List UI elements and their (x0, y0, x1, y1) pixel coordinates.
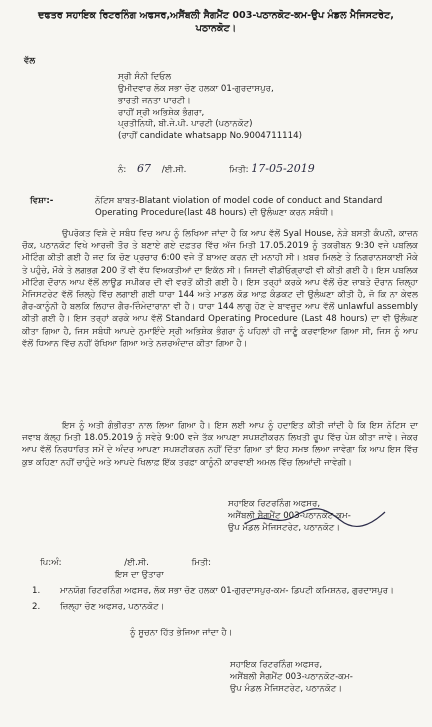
endorsement-no-suffix: /ਈ.ਸੀ. (124, 558, 149, 568)
ref-date-value: 17-05-2019 (251, 162, 315, 175)
subject-label: ਵਿਸ਼ਾ:- (30, 196, 54, 206)
list-item-number: 2. (32, 602, 41, 613)
ref-date-label: ਮਿਤੀ: (229, 165, 249, 175)
signature-line: ਸਹਾਇਕ ਰਿਟਰਨਿੰਗ ਅਫਸਰ, (228, 499, 321, 509)
list-item-text: ਜ਼ਿਲ੍ਹਾ ਚੋਣ ਅਫਸਰ, ਪਠਾਨਕੋਟ। (60, 602, 165, 613)
address-line: (ਰਾਹੀਂ candidate whatsapp No.9004711114) (118, 131, 302, 142)
body-paragraph-2: ਇਸ ਨੂੰ ਅਤੀ ਗੰਭੀਰਤਾ ਨਾਲ ਲਿਆ ਗਿਆ ਹੈ। ਇਸ ਲਈ ਆਪ ਨੂੰ ਹਦਾਇਤ ਕੀਤੀ ਜਾਂਦੀ ਹੈ ਕਿ ਇਸ ਨੋਟਿਸ ਦਾ ਜਵਾਬ ਕੱਲ੍ਹ ਮਿਤੀ 18.05.2019 ਨੂੰ ਸਵੇਰੇ 9:00 ਵਜੇ ਤੱਕ ਆਪਣਾ ਸਪਸ਼ਟੀਕਰਨ ਲਿਖਤੀ ਰੂਪ ਵਿੱਚ ਪੇਸ਼ ਕੀਤਾ ਜਾਵੇ। ਜੇਕਰ ਆਪ ਵੱਲੋਂ ਨਿਰਧਾਰਿਤ ਸਮੇਂ ਦੇ ਅੰਦਰ ਆਪਣਾ ਸਪਸ਼ਟੀਕਰਨ ਨਹੀਂ ਦਿੱਤਾ ਗਿਆ ਤਾਂ ਇਹ ਸਮਝ ਲਿਆ ਜਾਵੇਗਾ ਕਿ ਆਪ ਇਸ ਵਿੱਚ ਕੁਝ ਕਹਿਣਾ ਨਹੀਂ ਚਾਹੁੰਦੇ ਅਤੇ ਆਪਦੇ ਖਿਲਾਫ਼ ਇੱਕ ਤਰਫ਼ਾ ਕਾਨੂੰਨੀ ਕਾਰਵਾਈ ਅਮਲ ਵਿੱਚ ਲਿਆਂਦੀ ਜਾਵੇਗੀ। (22, 421, 418, 468)
list-item (32, 601, 422, 613)
copy-list (32, 585, 422, 613)
list-item (32, 585, 422, 597)
endorsement-date-label: ਮਿਤੀ: (191, 558, 212, 568)
office-header (10, 10, 422, 36)
signature-line: ਅਸੈਂਬਲੀ ਸੈਗਮੈਂਟ 003-ਪਠਾਨਕੋਟ-ਕਮ- (228, 510, 351, 521)
header-line-2: ਪਠਾਨਕੋਟ। (195, 22, 237, 34)
endorsement-no-label: ਪਿ:ਅੰ: (40, 558, 62, 568)
signature-block-1 (228, 499, 418, 535)
signature-block-2 (230, 660, 420, 696)
address-line: ਰਾਹੀਂ ਸ੍ਰੀ ਅਭਿਸ਼ੇਕ ਭੰਗਰਾ, (118, 107, 205, 118)
to-label: ਵੱਲ (24, 56, 36, 66)
address-line: ਪ੍ਰਤੀਨਿਧੀ, ਬੀ.ਜੇ.ਪੀ. ਪਾਰਟੀ (ਪਠਾਨਕੋਟ) (118, 119, 253, 130)
ref-no-suffix: /ਈ.ਸੀ. (161, 165, 187, 175)
list-item-text: ਮਾਨਯੋਗ ਰਿਟਰਨਿੰਗ ਅਫਸਰ, ਲੋਕ ਸਭਾ ਚੋਣ ਹਲਕਾ 01-ਗੁਰਦਾਸਪੁਰ-ਕਮ- ਡਿਪਟੀ ਕਮਿਸ਼ਨਰ, ਗੁਰਦਾਸਪੁਰ। (60, 586, 394, 596)
signature-line: ਸਹਾਇਕ ਰਿਟਰਨਿੰਗ ਅਫਸਰ, (230, 660, 323, 670)
signature-line: ਅਸੈਂਬਲੀ ਸੈਗਮੈਂਟ 003-ਪਠਾਨਕੋਟ-ਕਮ- (230, 671, 353, 682)
body-paragraph-1: ਉਪਰੋਕਤ ਵਿਸ਼ੇ ਦੇ ਸਬੰਧ ਵਿਚ ਆਪ ਨੂੰ ਲਿਖਿਆ ਜਾਂਦਾ ਹੈ ਕਿ ਆਪ ਵੱਲੋਂ Syal House, ਨੇੜੇ ਬਸਤੀ ਕੰਪਨੀ, ਕਾਜ਼ਨ ਚੌਕ, ਪਠਾਨਕੋਟ ਵਿਖੇ ਆਰਜ਼ੀ ਤੌਰ ਤੇ ਬਣਾਏ ਗਏ ਦਫ਼ਤਰ ਵਿੱਚ ਅੱਜ ਮਿਤੀ 17.05.2019 ਨੂੰ ਤਕਰੀਬਨ 9:30 ਵਜੇ ਪਬਲਿਕ ਮੀਟਿੰਗ ਕੀਤੀ ਗਈ ਹੈ ਜਦ ਕਿ ਚੋਣ ਪ੍ਰਚਾਰ 6:00 ਵਜੇ ਤੋਂ ਬਾਅਦ ਕਰਨ ਦੀ ਮਨਾਹੀ ਸੀ। ਖ਼ਬਰ ਮਿਲਣੇ ਤੇ ਨਿਗਰਾਨਸਕਾਈ ਮੌਕੇ ਤੇ ਪਹੁੰਚੇ, ਮੌਕੇ ਤੇ ਲਗਭਗ 200 ਤੋਂ ਵੀ ਵੱਧ ਵਿਅਕਤੀਆਂ ਦਾ ਇਕੱਠ ਸੀ। ਜਿਸਦੀ ਵੀਡੀਓਗ੍ਰਾਫੀ ਵੀ ਕੀਤੀ ਗਈ ਹੈ। ਇਸ ਪਬਲਿਕ ਮੀਟਿੰਗ ਦੌਰਾਨ ਆਪ ਵੱਲੋਂ ਲਾਊਡ ਸਪੀਕਰ ਦੀ ਵੀ ਵਰਤੋਂ ਕੀਤੀ ਗਈ ਹੈ। ਇਸ ਤਰ੍ਹਾਂ ਕਰਕੇ ਆਪ ਵੱਲੋਂ ਚੋਣ ਜ਼ਾਬਤੇ ਦੌਰਾਨ ਜ਼ਿਲ੍ਹਾ ਮੈਜਿਸਟਰੇਟ ਵੱਲੋਂ ਜ਼ਿਲ੍ਹੇ ਵਿੱਚ ਲਗਾਈ ਗਈ ਧਾਰਾ 144 ਅਤੇ ਮਾਡਲ ਕੋਡ ਆਫ਼ ਕੰਡਕਟ ਦੀ ਉਲੰਘਣਾ ਕੀਤੀ ਹੈ, ਜੋ ਕਿ ਨਾ ਕੇਵਲ ਗੈਰ-ਕਾਨੂੰਨੀ ਹੈ ਬਲਕਿ ਲਿਹਾਜ਼ ਗੈਰ-ਜ਼ਿੰਮੇਦਾਰਾਨਾ ਵੀ ਹੈ। ਧਾਰਾ 144 ਲਾਗੂ ਹੋਣ ਦੇ ਬਾਵਜੂਦ ਆਪ ਵੱਲੋਂ unlawful assembly ਕੀਤੀ ਗਈ ਹੈ। ਇਸ ਤਰ੍ਹਾਂ ਕਰਕੇ ਆਪ ਵੱਲੋਂ Standard Operating Procedure (Last 48 hours) ਦਾ ਵੀ ਉਲੰਘਣ ਕੀਤਾ ਗਿਆ ਹੈ, ਜਿਸ ਸਬੰਧੀ ਆਪਦੇ ਨੁਮਾਇੰਦੇ ਸ੍ਰੀ ਅਭਿਸ਼ੇਕ ਭੰਗਰਾ ਨੂੰ ਪਹਿਲਾਂ ਹੀ ਜਾਣੂੰ ਕਰਵਾਇਆ ਗਿਆ ਸੀ, ਜਿਸ ਨੂੰ ਆਪ ਵੱਲੋਂ ਧਿਆਨ ਵਿੱਚ ਨਹੀਂ ਰੱਖਿਆ ਗਿਆ ਅਤੇ ਨਜ਼ਰਅੰਦਾਜ਼ ਕੀਤਾ ਗਿਆ ਹੈ। (22, 229, 418, 349)
address-line: ਸ੍ਰੀ ਸੰਨੀ ਦਿਓਲ (118, 72, 172, 82)
header-line-1: ਦਫਤਰ ਸਹਾਇਕ ਰਿਟਰਨਿੰਗ ਅਫਸਰ,ਅਸੈਂਬਲੀ ਸੈਗਮੈਂਟ 003-ਪਠਾਨਕੋਟ-ਕਮ-ਉਪ ਮੰਡਲ ਮੈਜਿਸਟਰੇਟ, (38, 10, 394, 21)
list-item-number: 1. (32, 586, 41, 596)
copy-heading: ਇਸ ਦਾ ਉਤਾਰਾ (115, 570, 164, 580)
signature-line: ਉਪ ਮੰਡਲ ਮੈਜਿਸਟਰੇਟ, ਪਠਾਨਕੋਟ। (228, 522, 341, 533)
subject-text: ਨੋਟਿਸ ਬਾਬਤ-Blatant violation of model code of conduct and Standard Operating Procedure(last 48 hours) ਦੀ ਉਲੰਘਣਾ ਕਰਨ ਸਬੰਧੀ। (95, 196, 383, 218)
address-line: ਉਮੀਦਵਾਰ ਲੋਕ ਸਭਾ ਚੋਣ ਹਲਕਾ 01-ਗੁਰਦਾਸਪੁਰ, (118, 83, 274, 94)
endorsement-reference (40, 558, 340, 569)
ref-no-label: ਨੰ: (118, 165, 127, 175)
ref-no-value: 67 (137, 162, 152, 175)
signature-line: ਉਪ ਮੰਡਲ ਮੈਜਿਸਟਰੇਟ, ਪਠਾਨਕੋਟ। (230, 683, 343, 694)
recipient-address (118, 72, 398, 143)
reference-line (118, 162, 418, 177)
info-line: ਨੂੰ ਸੂਚਨਾ ਹਿੱਤ ਭੇਜਿਆ ਜਾਂਦਾ ਹੈ। (130, 628, 233, 638)
address-line: ਭਾਰਤੀ ਜਨਤਾ ਪਾਰਟੀ। (118, 95, 191, 106)
